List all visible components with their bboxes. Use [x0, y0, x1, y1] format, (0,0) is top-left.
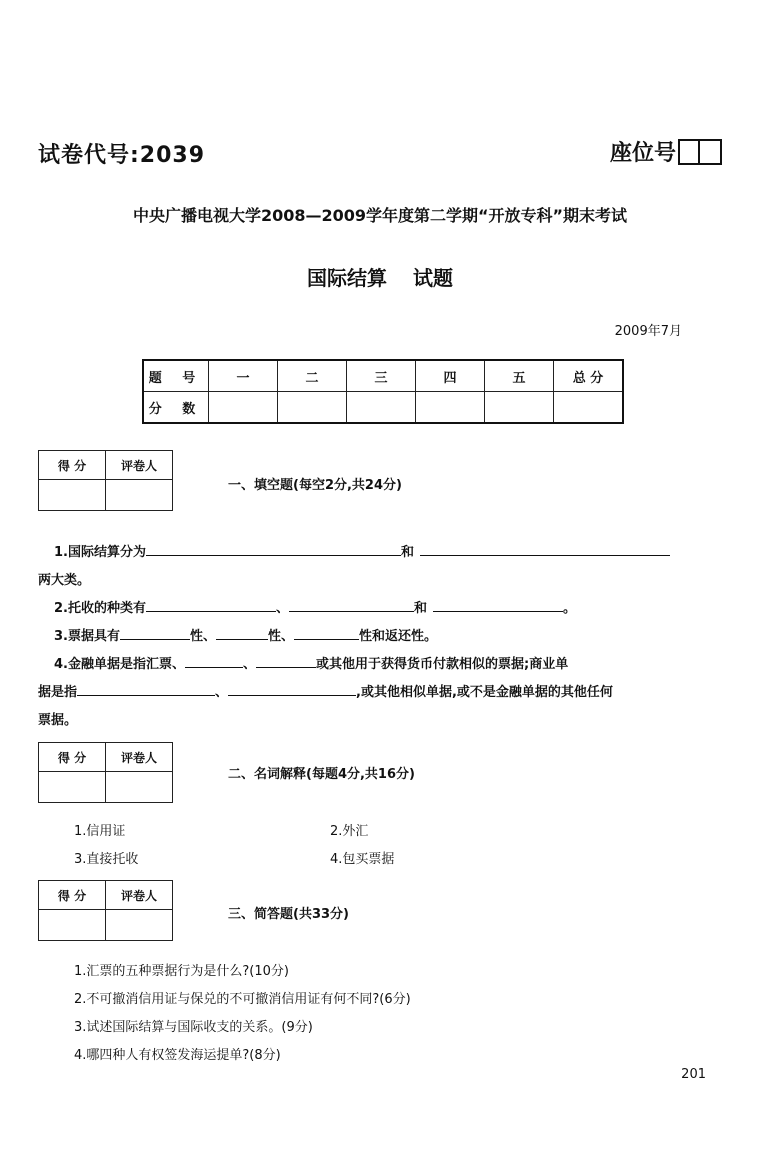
question-text: 和 — [400, 545, 414, 560]
score-cell — [554, 392, 624, 424]
answer-blank — [120, 638, 190, 640]
column-header-total: 总 分 — [554, 360, 624, 392]
exam-title — [0, 262, 760, 291]
table-row — [143, 392, 623, 424]
answer-blank — [256, 666, 316, 668]
term-item: 4.包买票据 — [330, 852, 395, 867]
grade-box-score-label: 得 分 — [39, 743, 106, 772]
score-cell — [347, 392, 416, 424]
section-3-heading: 三、简答题(共33分) — [228, 907, 349, 922]
exam-code: 试卷代号:2039 — [38, 143, 206, 168]
question-text: 性和返还性。 — [359, 629, 438, 644]
score-cell — [209, 392, 278, 424]
column-header: 四 — [416, 360, 485, 392]
answer-blank — [294, 638, 359, 640]
question-text: 、 — [275, 601, 289, 616]
score-cell — [278, 392, 347, 424]
column-header: 二 — [278, 360, 347, 392]
question-text: 性、 — [189, 629, 216, 644]
question-text: 4.金融单据是指汇票、 — [54, 657, 185, 672]
score-cell — [416, 392, 485, 424]
exam-title-main: 国际结算 — [307, 266, 387, 290]
grade-box — [38, 742, 173, 803]
question-text: 性、 — [268, 629, 295, 644]
answer-blank — [216, 638, 268, 640]
question-1-1-continued: 两大类。 — [38, 573, 91, 588]
answer-blank — [228, 694, 356, 696]
grade-box-cell — [106, 480, 173, 511]
question-text: 、 — [242, 657, 256, 672]
seat-box — [678, 139, 700, 165]
column-header: 一 — [209, 360, 278, 392]
column-header: 五 — [485, 360, 554, 392]
short-answer-item: 3.试述国际结算与国际收支的关系。(9分) — [74, 1020, 313, 1035]
question-1-4-end: 票据。 — [38, 713, 78, 728]
question-text: 2.托收的种类有 — [54, 601, 146, 616]
term-item: 3.直接托收 — [74, 852, 139, 867]
grade-box-grader-label: 评卷人 — [106, 881, 173, 910]
question-1-4 — [54, 653, 568, 672]
question-text: 3.票据具有 — [54, 629, 120, 644]
grade-box-grader-label: 评卷人 — [106, 743, 173, 772]
section-1-heading: 一、填空题(每空2分,共24分) — [228, 478, 402, 493]
question-1-4-continued — [38, 681, 613, 700]
answer-blank — [420, 554, 670, 556]
score-summary-table — [142, 359, 624, 424]
table-row — [143, 360, 623, 392]
term-item: 1.信用证 — [74, 824, 126, 839]
answer-blank — [146, 554, 401, 556]
exam-subtitle: 中央广播电视大学2008—2009学年度第二学期“开放专科”期末考试 — [132, 206, 628, 225]
term-item: 2.外汇 — [330, 824, 369, 839]
answer-blank — [289, 610, 414, 612]
grade-box-cell — [106, 910, 173, 941]
short-answer-item: 1.汇票的五种票据行为是什么?(10分) — [74, 964, 289, 979]
row-label-question-number: 题 号 — [143, 360, 209, 392]
question-text: 据是指 — [38, 685, 78, 700]
seat-number-boxes — [678, 139, 722, 165]
question-1-2 — [54, 597, 576, 616]
answer-blank — [146, 610, 276, 612]
question-text: 、 — [215, 685, 229, 700]
grade-box-cell — [39, 480, 106, 511]
grade-box-score-label: 得 分 — [39, 881, 106, 910]
answer-blank — [433, 610, 563, 612]
question-text: ,或其他相似单据,或不是金融单据的其他任何 — [356, 685, 613, 700]
question-text: 。 — [563, 601, 577, 616]
grade-box-cell — [106, 772, 173, 803]
answer-blank — [77, 694, 215, 696]
question-1-1 — [54, 541, 670, 560]
section-2-heading: 二、名词解释(每题4分,共16分) — [228, 767, 415, 782]
short-answer-item: 2.不可撤消信用证与保兑的不可撤消信用证有何不同?(6分) — [74, 992, 411, 1007]
seat-box — [700, 139, 722, 165]
grade-box — [38, 880, 173, 941]
column-header: 三 — [347, 360, 416, 392]
exam-date: 2009年7月 — [614, 324, 682, 339]
grade-box-cell — [39, 772, 106, 803]
grade-box-score-label: 得 分 — [39, 451, 106, 480]
grade-box-cell — [39, 910, 106, 941]
seat-number — [610, 136, 722, 167]
question-text: 1.国际结算分为 — [54, 545, 146, 560]
answer-blank — [185, 666, 243, 668]
question-1-3 — [54, 625, 437, 644]
row-label-score: 分 数 — [143, 392, 209, 424]
grade-box — [38, 450, 173, 511]
score-cell — [485, 392, 554, 424]
exam-title-suffix: 试题 — [413, 266, 453, 290]
seat-number-label: 座位号 — [609, 141, 676, 166]
page-number: 201 — [681, 1067, 706, 1082]
short-answer-item: 4.哪四种人有权签发海运提单?(8分) — [74, 1048, 281, 1063]
grade-box-grader-label: 评卷人 — [106, 451, 173, 480]
question-text: 或其他用于获得货币付款相似的票据;商业单 — [316, 657, 569, 672]
question-text: 和 — [414, 601, 428, 616]
